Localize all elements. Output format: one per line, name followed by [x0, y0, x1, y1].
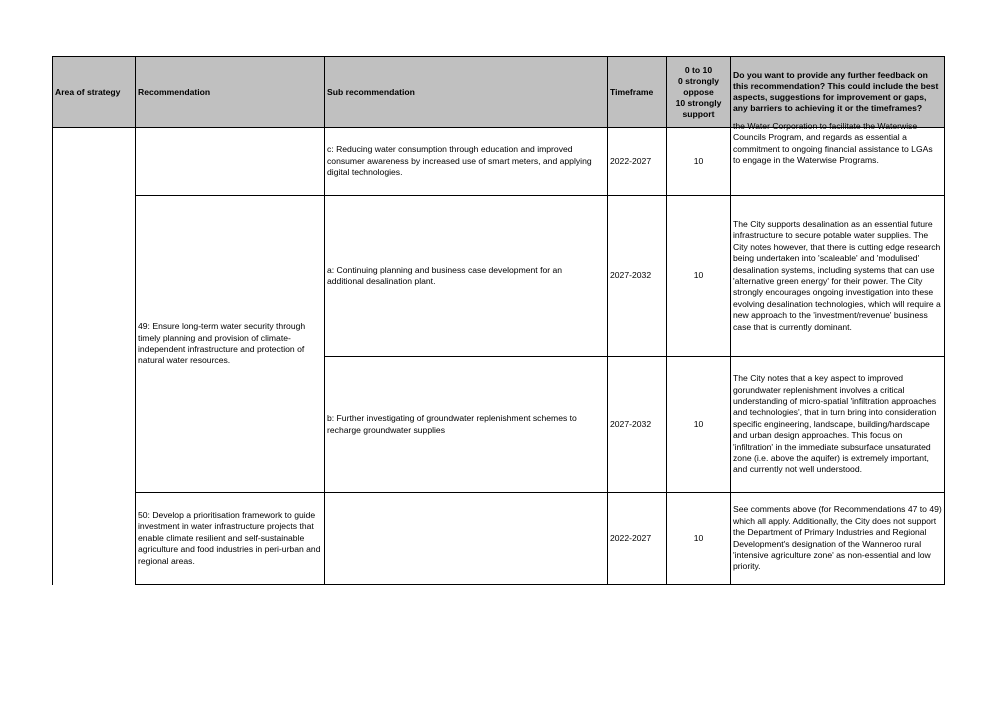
header-timeframe-label: Timeframe: [610, 86, 654, 97]
header-area-label: Area of strategy: [55, 86, 121, 97]
row4-feedback: See comments above (for Recommendations 47 to 49) which all apply. Additionally, the City does not support the Department of Primary Industries and Regional Development's designation of the Wanneroo rural 'intensive agriculture zone' as non-essential and low priority.: [730, 492, 945, 585]
row2-score: 10: [666, 195, 731, 357]
row1-sub-recommendation: c: Reducing water consumption through education and improved consumer awareness by increased use of smart meters, and applying digital technologies.: [324, 127, 608, 196]
row2-timeframe: 2027-2032: [607, 195, 667, 357]
row1-timeframe: 2022-2027: [607, 127, 667, 196]
header-feedback: [730, 56, 945, 128]
header-timeframe: [607, 56, 667, 128]
row1-feedback: the Water Corporation to facilitate the Waterwise Councils Program, and regards as essential a commitment to ongoing financial assistance to LGAs to engage in the Waterwise Programs.: [730, 127, 945, 196]
row2-sub-recommendation: a: Continuing planning and business case development for an additional desalination plant.: [324, 195, 608, 357]
row3-feedback: The City notes that a key aspect to improved gorundwater replenishment involves a critical understanding of micro-spatial 'infiltration approaches and technologies', that in turn bring into consideration specific engineering, landscape, building/hardscape and urban design approaches. This focus on 'infiltration' in the immediate subsurface unsaturated zone (i.e. above the aquifer) is extremely important, and currently not well understood.: [730, 356, 945, 493]
header-score: [666, 56, 731, 128]
header-score-line4: 10 strongly: [675, 97, 722, 108]
header-recommendation: [135, 56, 325, 128]
row1-score: 10: [666, 127, 731, 196]
row2-feedback: The City supports desalination as an essential future infrastructure to secure potable water supplies. The City notes however, that there is cutting edge research being undertaken into 'scaleable' and 'modulised' desalination systems, including systems that can use 'alternative green energy' for their power. The City strongly encourages ongoing investigation into these evolving desalination technologies, which will require a new approach to the 'investment/revenue' business case that is currently dominant.: [730, 195, 945, 357]
row4-timeframe: 2022-2027: [607, 492, 667, 585]
header-score-line5: support: [682, 108, 715, 119]
rec49-recommendation: 49: Ensure long-term water security through timely planning and provision of climate-independent infrastructure and protection of natural water resources.: [135, 195, 325, 493]
row4-score: 10: [666, 492, 731, 585]
row1-recommendation: [135, 127, 325, 196]
header-score-line2: 0 strongly: [677, 75, 720, 86]
row3-timeframe: 2027-2032: [607, 356, 667, 493]
row3-score: 10: [666, 356, 731, 493]
header-area-of-strategy: [52, 56, 136, 128]
row3-sub-recommendation: b: Further investigating of groundwater replenishment schemes to recharge groundwater supplies: [324, 356, 608, 493]
header-recommendation-label: Recommendation: [138, 86, 211, 97]
header-sub-recommendation: [324, 56, 608, 128]
header-score-line3: oppose: [683, 86, 714, 97]
area-column-left-border: [52, 128, 53, 585]
header-score-line1: 0 to 10: [684, 64, 713, 75]
row4-recommendation: 50: Develop a prioritisation framework to guide investment in water infrastructure projects that enable climate resilient and self-sustainable agriculture and food industries in peri-urban and regional areas.: [135, 492, 325, 585]
row4-sub-recommendation: [324, 492, 608, 585]
header-feedback-label: Do you want to provide any further feedback on this recommendation? This could include the best aspects, suggestions for improvement or gaps, any barriers to achieving it or the timeframes?: [733, 70, 939, 113]
header-sub-recommendation-label: Sub recommendation: [327, 86, 415, 97]
